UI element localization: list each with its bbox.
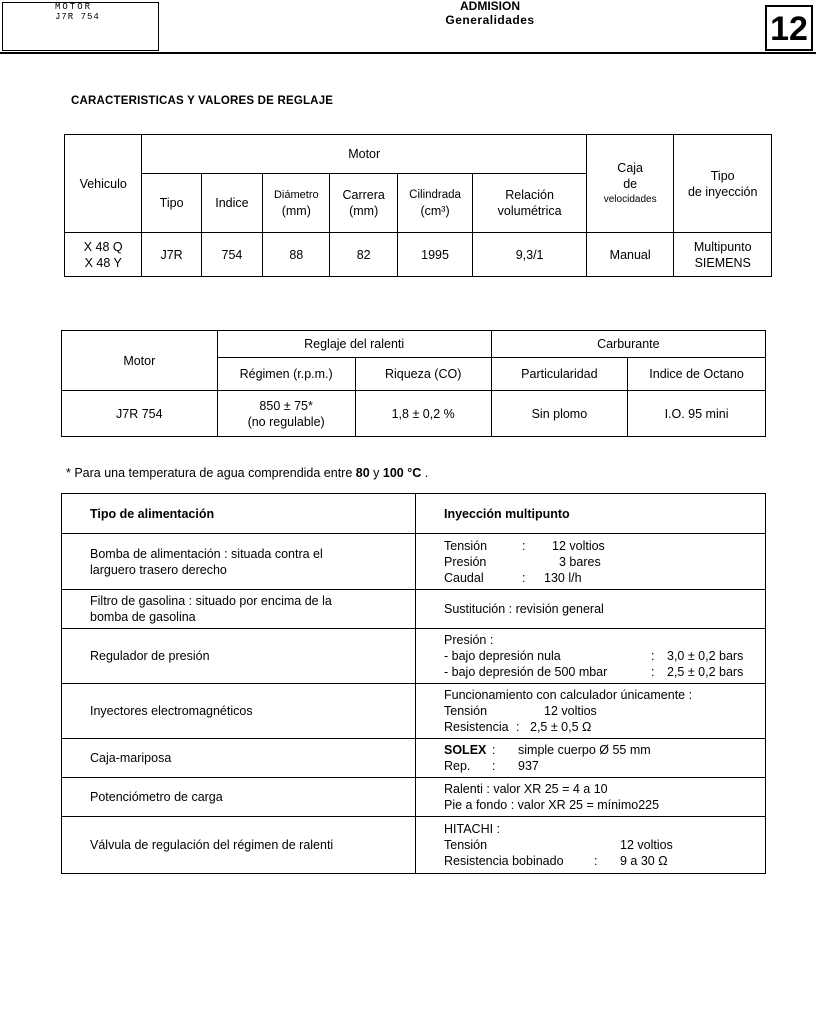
idle-adjustment-table <box>61 330 766 437</box>
cell-octano: I.O. 95 mini <box>628 391 766 437</box>
cell-vehiculo: X 48 Q X 48 Y <box>65 233 142 277</box>
cell-filtro: Filtro de gasolina : situado por encima de la bomba de gasolina <box>62 590 416 629</box>
col-indice: Indice <box>201 174 262 233</box>
cell-motor: J7R 754 <box>62 391 218 437</box>
header-inyeccion-multipunto: Inyección multipunto <box>416 494 766 534</box>
section-title: CARACTERISTICAS Y VALORES DE REGLAJE <box>71 95 334 107</box>
header-subtitle: Generalidades <box>445 13 535 27</box>
header-motor: Motor <box>62 331 218 391</box>
cell-valvula: Válvula de regulación del régimen de ralenti <box>62 817 416 874</box>
col-relacion: Relación volumétrica <box>473 174 587 233</box>
header-regimen: Régimen (r.p.m.) <box>217 358 355 391</box>
cell-diametro: 88 <box>263 233 330 277</box>
header-tipo-inyeccion: Tipo de inyección <box>674 135 772 233</box>
cell-bomba: Bomba de alimentación : situada contra el larguero trasero derecho <box>62 534 416 590</box>
header-reglaje: Reglaje del ralenti <box>217 331 491 358</box>
col-tipo: Tipo <box>142 174 201 233</box>
cell-particularidad: Sin plomo <box>491 391 627 437</box>
cell-relacion: 9,3/1 <box>473 233 587 277</box>
page-number: 12 <box>765 5 813 51</box>
cell-potenciometro-values: Ralenti : valor XR 25 = 4 a 10 Pie a fondo : valor XR 25 = mínimo225 <box>416 778 766 817</box>
cell-indice: 754 <box>201 233 262 277</box>
header-octano: Indice de Octano <box>628 358 766 391</box>
cell-caja-mariposa-values: SOLEX : simple cuerpo Ø 55 mm Rep. : 937 <box>416 739 766 778</box>
header-carburante: Carburante <box>491 331 765 358</box>
header-motor-label: MOTOR <box>55 2 93 12</box>
header-divider <box>0 52 816 54</box>
header-particularidad: Particularidad <box>491 358 627 391</box>
cell-regulador-values: Presión : - bajo depresión nula : 3,0 ± 0,2 bars - bajo depresión de 500 mbar : 2,5 ± 0,2 bars <box>416 629 766 684</box>
header-riqueza: Riqueza (CO) <box>355 358 491 391</box>
footnote: * Para una temperatura de agua comprendida entre 80 y 100 °C . <box>66 466 429 480</box>
header-motor: Motor <box>142 135 586 174</box>
cell-cilindrada: 1995 <box>397 233 472 277</box>
header-motor-code: J7R 754 <box>55 12 100 22</box>
col-diametro: Diámetro (mm) <box>263 174 330 233</box>
cell-valvula-values: HITACHI : Tensión 12 voltios Resistencia bobinado : 9 a 30 Ω <box>416 817 766 874</box>
cell-carrera: 82 <box>330 233 397 277</box>
cell-riqueza: 1,8 ± 0,2 % <box>355 391 491 437</box>
cell-tipo: J7R <box>142 233 201 277</box>
header-title: ADMISION <box>460 0 520 13</box>
cell-potenciometro: Potenciómetro de carga <box>62 778 416 817</box>
header-vehiculo: Vehiculo <box>65 135 142 233</box>
cell-bomba-values: Tensión : 12 voltios Presión 3 bares Caudal : 130 l/h <box>416 534 766 590</box>
engine-characteristics-table <box>64 134 772 277</box>
col-carrera: Carrera (mm) <box>330 174 397 233</box>
cell-inyectores-values: Funcionamiento con calculador únicamente : Tensión 12 voltios Resistencia : 2,5 ± 0,5 Ω <box>416 684 766 739</box>
cell-caja-mariposa: Caja-mariposa <box>62 739 416 778</box>
cell-filtro-value: Sustitución : revisión general <box>416 590 766 629</box>
cell-regimen: 850 ± 75* (no regulable) <box>217 391 355 437</box>
header-tipo-alimentacion: Tipo de alimentación <box>62 494 416 534</box>
cell-inyeccion: Multipunto SIEMENS <box>674 233 772 277</box>
header-caja: Caja de velocidades <box>586 135 673 233</box>
col-cilindrada: Cilindrada (cm³) <box>397 174 472 233</box>
cell-inyectores: Inyectores electromagnéticos <box>62 684 416 739</box>
cell-caja: Manual <box>586 233 673 277</box>
fuel-supply-table <box>61 493 766 874</box>
cell-regulador: Regulador de presión <box>62 629 416 684</box>
